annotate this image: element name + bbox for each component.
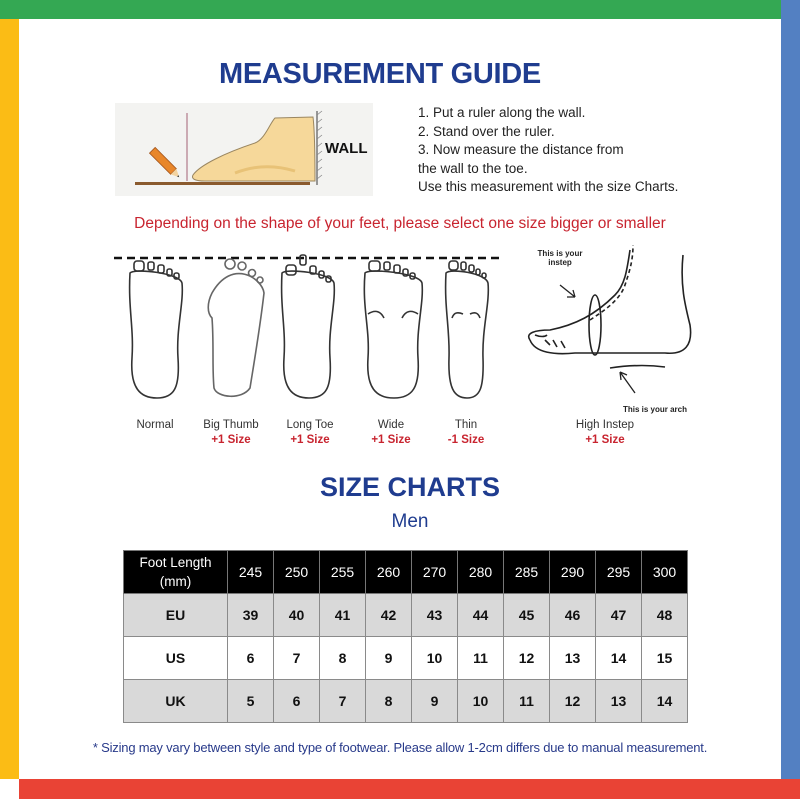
wide-foot-icon (364, 261, 422, 398)
table-cell: 13 (596, 680, 642, 723)
table-cell: 7 (320, 680, 366, 723)
foot-type-long-toe: Long Toe +1 Size (286, 419, 334, 446)
header-cell: 300 (642, 551, 688, 594)
table-cell: 8 (320, 637, 366, 680)
table-cell: 44 (458, 594, 504, 637)
frame-left-bar (0, 19, 19, 779)
table-cell: 40 (274, 594, 320, 637)
table-cell: 12 (504, 637, 550, 680)
high-instep-foot-icon (515, 245, 705, 415)
header-cell: 245 (228, 551, 274, 594)
table-cell: 11 (504, 680, 550, 723)
header-cell: 260 (366, 551, 412, 594)
frame-right-bar (781, 0, 800, 779)
table-row-us (124, 637, 688, 680)
row-label: EU (124, 594, 228, 637)
step-3-cont: the wall to the toe. (418, 160, 528, 176)
table-cell: 10 (412, 637, 458, 680)
table-cell: 11 (458, 637, 504, 680)
table-cell: 12 (550, 680, 596, 723)
table-cell: 6 (228, 637, 274, 680)
size-charts-subtitle: Men (391, 511, 429, 532)
header-cell: 255 (320, 551, 366, 594)
table-cell: 8 (366, 680, 412, 723)
thin-foot-icon (446, 261, 489, 398)
table-cell: 14 (596, 637, 642, 680)
frame-top-bar (0, 0, 785, 19)
long-toe-foot-icon (282, 255, 335, 398)
step-3: 3. Now measure the distance from (418, 142, 624, 157)
table-cell: 9 (366, 637, 412, 680)
sizing-disclaimer: * Sizing may vary between style and type of footwear. Please allow 1-2cm differs due to manual measurement. (92, 740, 708, 755)
table-cell: 45 (504, 594, 550, 637)
step-usage: Use this measurement with the size Charts. (418, 179, 679, 194)
header-foot-length: Foot Length (mm) (124, 551, 228, 594)
table-row-uk (124, 680, 688, 723)
foot-type-high-instep: High Instep +1 Size (575, 419, 635, 446)
measurement-steps (418, 104, 678, 197)
size-chart-table (123, 550, 688, 723)
step-1: 1. Put a ruler along the wall. (418, 105, 586, 120)
foot-shapes-icon (112, 248, 502, 408)
table-cell: 13 (550, 637, 596, 680)
size-charts-title: SIZE CHARTS (319, 472, 500, 502)
row-label: US (124, 637, 228, 680)
table-cell: 15 (642, 637, 688, 680)
step-2: 2. Stand over the ruler. (418, 123, 555, 139)
foot-type-big-thumb: Big Thumb +1 Size (203, 419, 259, 446)
table-cell: 47 (596, 594, 642, 637)
measurement-guide-title: MEASUREMENT GUIDE (219, 58, 541, 90)
arch-note: This is your arch (622, 405, 688, 414)
header-cell: 290 (550, 551, 596, 594)
table-row-eu (124, 594, 688, 637)
foot-type-wide: Wide +1 Size (371, 419, 411, 446)
table-cell: 43 (412, 594, 458, 637)
table-cell: 14 (642, 680, 688, 723)
big-thumb-foot-icon (208, 259, 264, 396)
foot-type-normal: Normal (136, 419, 174, 431)
svg-text:WALL: WALL (325, 140, 368, 157)
instep-note: This is your instep (537, 249, 583, 267)
table-cell: 7 (274, 637, 320, 680)
table-cell: 5 (228, 680, 274, 723)
table-cell: 48 (642, 594, 688, 637)
normal-foot-icon (130, 261, 183, 398)
table-cell: 9 (412, 680, 458, 723)
frame-bottom-bar (19, 779, 800, 799)
table-cell: 42 (366, 594, 412, 637)
header-cell: 250 (274, 551, 320, 594)
table-cell: 6 (274, 680, 320, 723)
foot-type-thin: Thin -1 Size (447, 419, 485, 446)
table-cell: 41 (320, 594, 366, 637)
size-adjust-notice: Depending on the shape of your feet, please select one size bigger or smaller (134, 215, 666, 232)
row-label: UK (124, 680, 228, 723)
table-cell: 46 (550, 594, 596, 637)
header-cell: 295 (596, 551, 642, 594)
header-cell: 270 (412, 551, 458, 594)
header-cell: 280 (458, 551, 504, 594)
table-cell: 10 (458, 680, 504, 723)
foot-against-wall-ruler-icon (115, 103, 373, 196)
table-cell: 39 (228, 594, 274, 637)
header-cell: 285 (504, 551, 550, 594)
table-header-row (124, 551, 688, 594)
